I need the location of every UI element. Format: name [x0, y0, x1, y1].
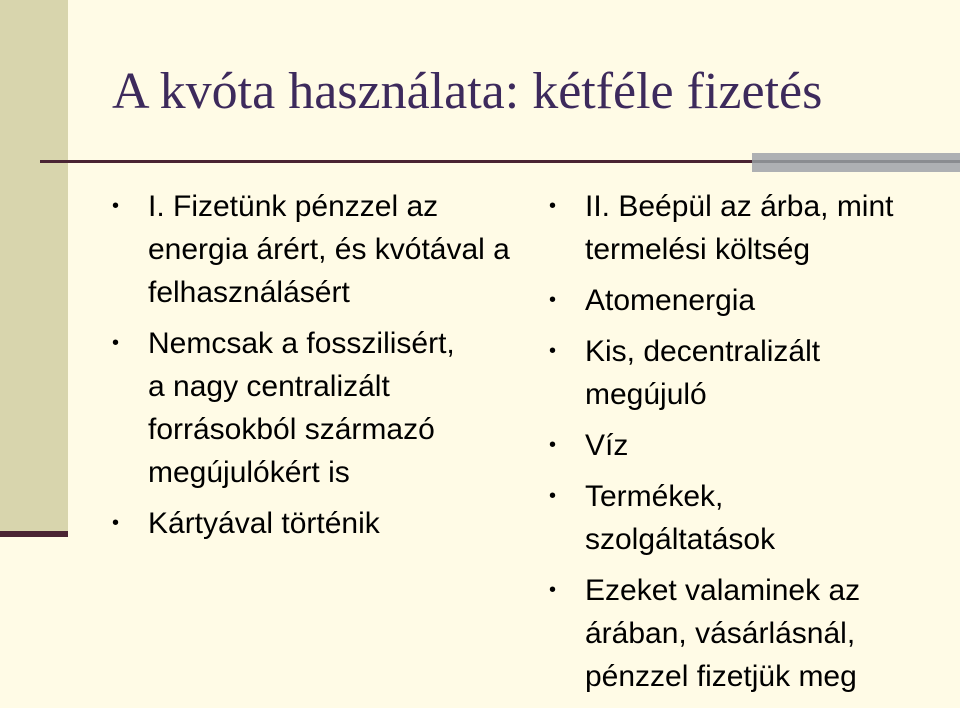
title-accent-line — [752, 160, 960, 163]
list-item — [549, 569, 960, 698]
bullet-text: Atomenergia — [585, 284, 756, 317]
list-item — [549, 185, 959, 271]
left-decorative-bar — [0, 0, 68, 536]
bullet-text: Kártyával történik — [148, 507, 380, 540]
bullet-icon: • — [549, 195, 557, 217]
bullet-text: II. Beépül az árba, mint termelési költség — [585, 190, 894, 266]
slide-title: A kvóta használata: kétféle fizetés — [112, 63, 823, 120]
bullet-text: Ezeket valaminek az árában, vásárlásnál, pénzzel fizetjük meg — [585, 574, 861, 693]
bullet-icon: • — [549, 579, 557, 601]
list-item — [112, 502, 532, 545]
bullet-text: Termékek, szolgáltatások — [585, 480, 776, 556]
bullet-icon: • — [549, 485, 557, 507]
bullet-text: Nemcsak a fosszilisért, a nagy centralizált forrásokból származó megújulókért is — [148, 327, 455, 489]
list-item — [112, 185, 518, 314]
list-item — [549, 330, 905, 416]
left-bullet-list — [112, 185, 532, 553]
bullet-text: Víz — [585, 429, 629, 462]
bullet-text: Kis, decentralizált megújuló — [585, 335, 821, 411]
bullet-icon: • — [549, 289, 557, 311]
bullet-icon: • — [549, 434, 557, 456]
list-item — [112, 322, 478, 494]
bullet-icon: • — [112, 195, 120, 217]
bullet-icon: • — [549, 340, 557, 362]
list-item — [549, 424, 959, 467]
list-item — [549, 279, 959, 322]
bullet-icon: • — [112, 512, 120, 534]
bullet-icon: • — [112, 332, 120, 354]
right-bullet-list — [549, 185, 959, 706]
list-item — [549, 475, 905, 561]
left-bar-bottom-line — [0, 531, 68, 537]
bullet-text: I. Fizetünk pénzzel az energia árért, és kvótával a felhasználásért — [148, 190, 510, 309]
